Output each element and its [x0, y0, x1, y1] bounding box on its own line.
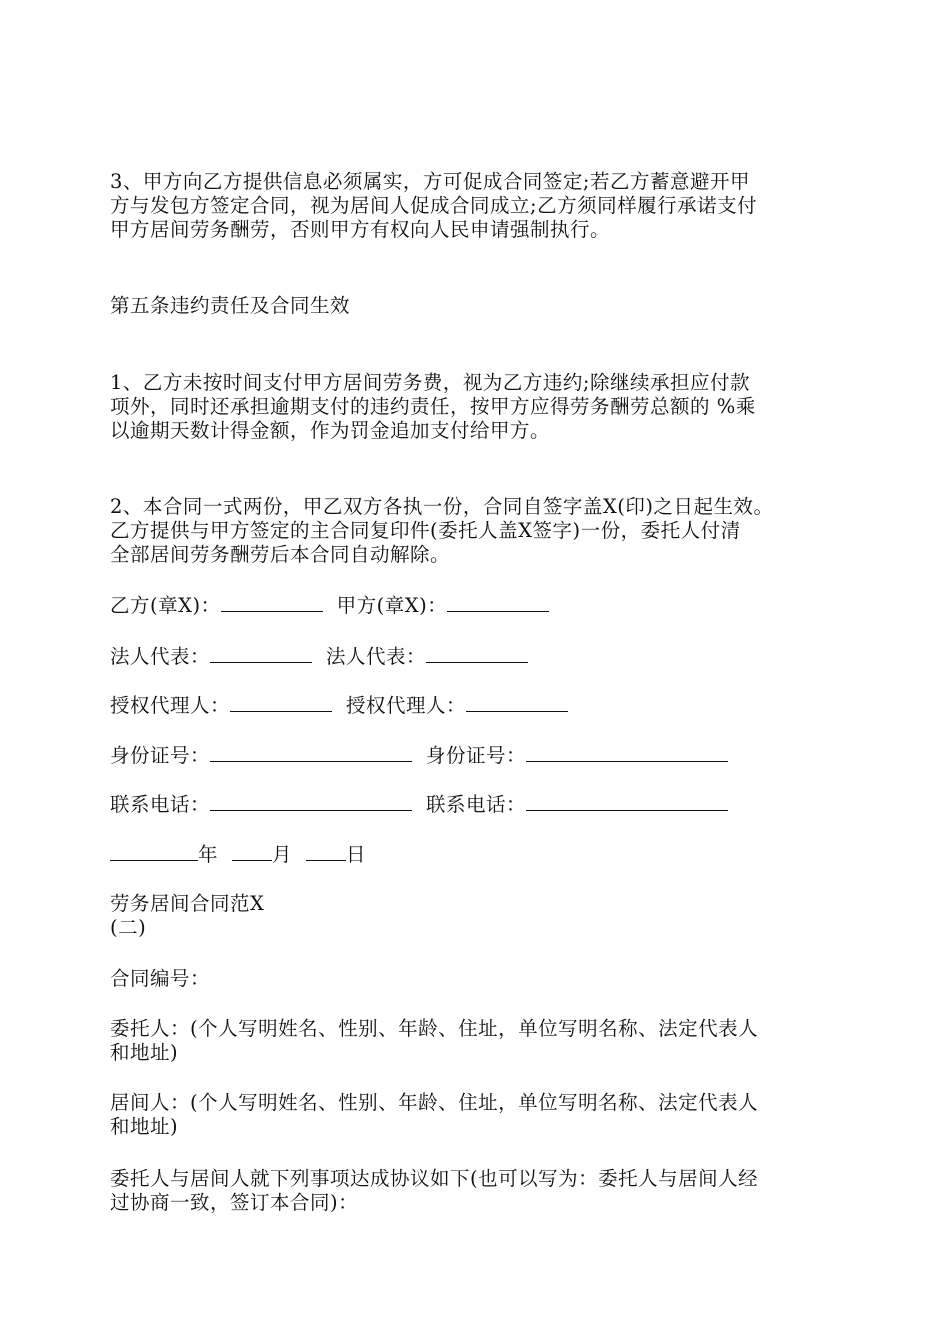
party-a-seal-blank[interactable]	[447, 595, 549, 612]
id-b-blank[interactable]	[210, 745, 412, 762]
phone-b-label: 联系电话：	[110, 793, 211, 816]
month-blank[interactable]	[232, 844, 272, 861]
article-5-item-2-line-1: 2、本合同一式两份，甲乙双方各执一份，合同自签字盖X(印)之日起生效。	[110, 495, 774, 518]
id-b-label: 身份证号：	[110, 744, 211, 767]
signature-row-seal	[110, 594, 549, 618]
contract-number-label: 合同编号：	[110, 967, 211, 990]
year-label: 年	[198, 843, 219, 866]
agreement-line-2: 过协商一致，签订本合同)：	[110, 1191, 359, 1214]
agent-a-blank[interactable]	[466, 695, 568, 712]
party-b-seal-label: 乙方(章X)：	[110, 594, 221, 617]
date-row	[110, 843, 366, 867]
month-label: 月	[272, 843, 293, 866]
second-contract-subtitle: (二)	[110, 916, 147, 939]
clause-3	[110, 170, 850, 242]
intermediary-line-2: 和地址)	[110, 1115, 179, 1138]
article-5-title: 第五条违约责任及合同生效	[110, 294, 351, 317]
agent-a-label: 授权代理人：	[346, 694, 467, 717]
article-5-item-1	[110, 371, 850, 443]
legal-rep-a-blank[interactable]	[426, 646, 528, 663]
agent-b-blank[interactable]	[230, 695, 332, 712]
principal-line-1: 委托人：(个人写明姓名、性别、年龄、住址，单位写明名称、法定代表人	[110, 1017, 759, 1040]
article-5-item-1-line-3: 以逾期天数计得金额，作为罚金追加支付给甲方。	[110, 419, 551, 442]
clause-3-line-2: 方与发包方签定合同，视为居间人促成合同成立;乙方须同样履行承诺支付	[110, 194, 758, 217]
agent-b-label: 授权代理人：	[110, 694, 231, 717]
party-a-seal-label: 甲方(章X)：	[336, 594, 448, 617]
clause-3-line-3: 甲方居间劳务酬劳，否则甲方有权向人民申请强制执行。	[110, 218, 611, 241]
signature-row-phone	[110, 793, 728, 817]
intermediary-line-1: 居间人：(个人写明姓名、性别、年龄、住址，单位写明名称、法定代表人	[110, 1091, 759, 1114]
second-contract-title: 劳务居间合同范X	[110, 892, 265, 915]
party-b-seal-blank[interactable]	[221, 595, 323, 612]
signature-row-agent	[110, 694, 568, 718]
year-blank[interactable]	[110, 844, 198, 861]
signature-row-id	[110, 744, 728, 768]
article-5-item-2	[110, 495, 850, 567]
phone-b-blank[interactable]	[210, 794, 412, 811]
id-a-blank[interactable]	[526, 745, 728, 762]
phone-a-label: 联系电话：	[426, 793, 527, 816]
phone-a-blank[interactable]	[526, 794, 728, 811]
id-a-label: 身份证号：	[426, 744, 527, 767]
intermediary-block	[110, 1091, 850, 1139]
agreement-block	[110, 1167, 850, 1215]
day-blank[interactable]	[306, 844, 346, 861]
principal-line-2: 和地址)	[110, 1041, 179, 1064]
principal-block	[110, 1017, 850, 1065]
article-5-item-2-line-3: 全部居间劳务酬劳后本合同自动解除。	[110, 543, 451, 566]
agreement-line-1: 委托人与居间人就下列事项达成协议如下(也可以写为：委托人与居间人经	[110, 1167, 759, 1190]
article-5-item-1-line-1: 1、乙方未按时间支付甲方居间劳务费，视为乙方违约;除继续承担应付款	[110, 371, 750, 394]
article-5-item-1-line-2: 项外，同时还承担逾期支付的违约责任，按甲方应得劳务酬劳总额的 %乘	[110, 395, 756, 418]
legal-rep-b-blank[interactable]	[210, 646, 312, 663]
clause-3-line-1: 3、甲方向乙方提供信息必须属实，方可促成合同签定;若乙方蓄意避开甲	[110, 170, 750, 193]
signature-row-legal-rep	[110, 645, 528, 669]
legal-rep-b-label: 法人代表：	[110, 645, 211, 668]
legal-rep-a-label: 法人代表：	[326, 645, 427, 668]
article-5-item-2-line-2: 乙方提供与甲方签定的主合同复印件(委托人盖X签字)一份，委托人付清	[110, 519, 741, 542]
day-label: 日	[346, 843, 367, 866]
